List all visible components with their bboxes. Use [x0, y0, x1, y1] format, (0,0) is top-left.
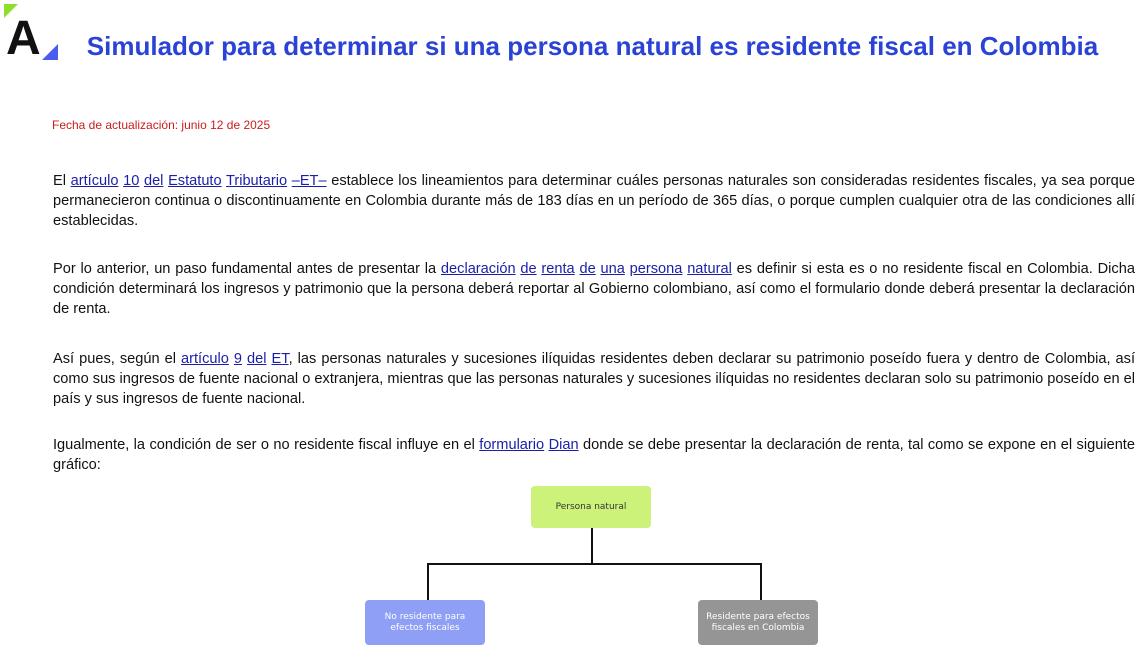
diagram-node-no-residente	[365, 600, 485, 645]
text: , las personas naturales y sucesiones ilíquidas residentes deben declarar su patrimonio poseído fuera y dentro de Colombia, así como sus ingresos de fuente nacional o extranjera, mientras que las personas naturales y sucesiones ilíquidas no residentes declaran solo su patrimonio poseído en el país y sus ingresos de fuente nacional.	[53, 351, 1135, 407]
article-9-paragraph	[53, 349, 1135, 409]
link-dian[interactable]: Dian	[548, 437, 579, 453]
link-de[interactable]: de	[520, 261, 537, 277]
node-label: No residente para efectos fiscales	[384, 611, 466, 633]
form-paragraph	[53, 435, 1135, 475]
residency-diagram	[360, 484, 830, 647]
link-una[interactable]: una	[600, 261, 625, 277]
link-de-2[interactable]: de	[579, 261, 596, 277]
link-et[interactable]: ET	[271, 351, 289, 367]
diagram-node-residente	[698, 600, 818, 645]
text: Por lo anterior, un paso fundamental antes de presentar la	[53, 261, 441, 277]
link-del[interactable]: del	[143, 173, 164, 189]
text: El	[53, 173, 71, 189]
link-10[interactable]: 10	[123, 173, 140, 189]
connector-vertical-left	[427, 563, 429, 600]
link-natural[interactable]: natural	[687, 261, 732, 277]
link-9[interactable]: 9	[233, 351, 242, 367]
text: donde se debe presentar la declaración de renta, tal como se expone en el siguiente gráfico:	[53, 437, 1135, 473]
link-estatuto[interactable]: Estatuto	[168, 173, 222, 189]
link-del[interactable]: del	[247, 351, 267, 367]
node-label: Residente para efectos fiscales en Colombia	[706, 611, 810, 633]
link-renta[interactable]: renta	[541, 261, 575, 277]
page-title: Simulador para determinar si una persona natural es residente fiscal en Colombia	[86, 31, 1099, 61]
connector-vertical-right	[760, 563, 762, 600]
text: Así pues, según el	[53, 351, 181, 367]
connector-horizontal	[427, 563, 762, 565]
declaration-paragraph	[53, 259, 1135, 319]
link-persona[interactable]: persona	[629, 261, 683, 277]
update-date: Fecha de actualización: junio 12 de 2025	[52, 118, 271, 132]
link-articulo-9[interactable]: artículo	[180, 351, 229, 367]
site-logo[interactable]	[4, 4, 58, 62]
link-articulo[interactable]: artículo	[70, 173, 119, 189]
diagram-node-persona-natural	[531, 486, 651, 528]
link-formulario[interactable]: formulario	[479, 437, 545, 453]
node-label: Persona natural	[555, 501, 627, 512]
text: es definir si esta es o no residente fiscal en Colombia. Dicha condición determinará los ingresos y patrimonio que la persona deberá reportar al Gobierno colombiano, así como el formulario donde deberá presentar la declaración de renta.	[53, 261, 1135, 317]
logo-letter: A	[6, 12, 41, 62]
intro-paragraph	[53, 171, 1135, 231]
link-et[interactable]: –ET–	[291, 173, 327, 189]
connector-vertical-root	[591, 528, 593, 564]
text: Igualmente, la condición de ser o no residente fiscal influye en el	[53, 437, 480, 453]
logo-icon	[4, 4, 58, 62]
link-declaracion[interactable]: declaración	[440, 261, 516, 277]
text: establece los lineamientos para determinar cuáles personas naturales son consideradas residentes fiscales, ya sea porque permanecieron continua o discontinuamente en Colombia durante más de 183 días en un período de 365 días, o porque cumplen cualquier otra de las condiciones allí establecidas.	[53, 173, 1135, 229]
link-tributario[interactable]: Tributario	[225, 173, 288, 189]
